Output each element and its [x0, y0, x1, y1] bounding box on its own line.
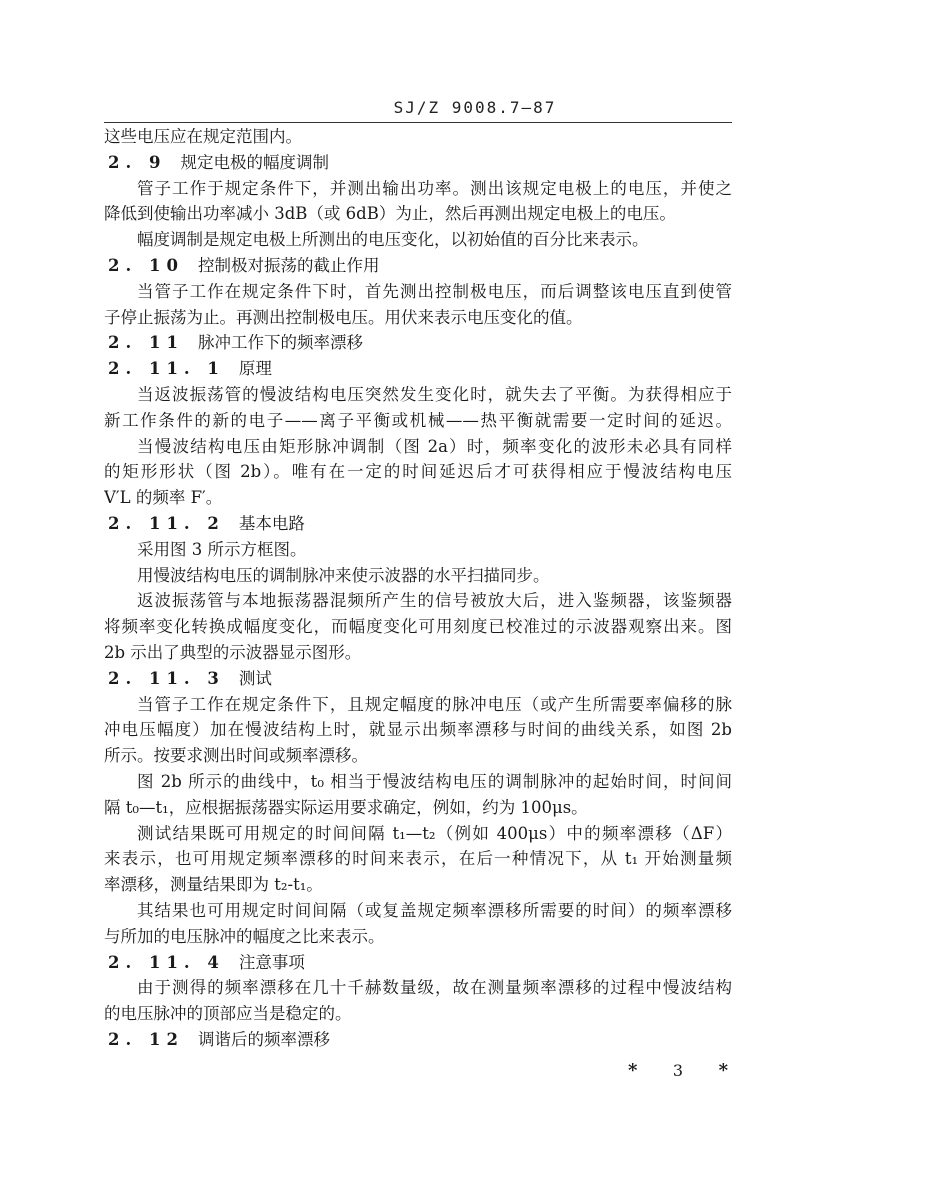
paragraph-line: 采用图 3 所示方框图。 — [137, 539, 307, 559]
footer-star-left: * — [628, 1060, 638, 1081]
paragraph-line: 隔 t₀—t₁，应根据振荡器实际运用要求确定，例如，约为 100μs。 — [104, 797, 588, 817]
paragraph-line: 当返波振荡管的慢波结构电压突然发生变化时，就失去了平衡。为获得相应于 — [137, 384, 732, 404]
section-heading — [104, 1027, 732, 1053]
section-title: 基本电路 — [238, 513, 305, 533]
paragraph-line: 测试结果既可用规定的时间间隔 t₁—t₂（例如 400μs）中的频率漂移（ΔF） — [137, 823, 732, 843]
page-number: 3 — [672, 1061, 684, 1080]
paragraph-line: 由于测得的频率漂移在几十千赫数量级，故在测量频率漂移的过程中慢波结构 — [137, 978, 732, 998]
section-number: 2. 9 — [108, 152, 167, 172]
paragraph-line: 将频率变化转换成幅度变化，而幅度变化可用刻度已校准过的示波器观察出来。图 — [104, 617, 732, 637]
paragraph-line: 冲电压幅度）加在慢波结构上时，就显示出频率漂移与时间的曲线关系，如图 2b — [104, 720, 732, 740]
footer-star-right: * — [718, 1060, 728, 1081]
section-heading — [104, 356, 732, 382]
section-number: 2. 10 — [108, 255, 184, 275]
paragraph-line: 来表示，也可用规定频率漂移的时间来表示，在后一种情况下，从 t₁ 开始测量频 — [104, 849, 732, 869]
paragraph-line: 当管子工作在规定条件下时，首先测出控制极电压，而后调整该电压直到使管 — [137, 281, 732, 301]
paragraph-line: 的电压脉冲的顶部应当是稳定的。 — [104, 1004, 352, 1024]
section-heading — [104, 666, 732, 692]
paragraph-line: 当管子工作在规定条件下，且规定幅度的脉冲电压（或产生所需要率偏移的脉 — [137, 694, 732, 714]
page-header-code: SJ/Z 9008.7—87 — [393, 98, 557, 117]
section-heading — [104, 253, 732, 279]
paragraph-line: 所示。按要求测出时间或频率漂移。 — [104, 746, 368, 766]
section-number: 2. 12 — [108, 1029, 184, 1049]
paragraph-line: 的矩形形状（图 2b）。唯有在一定的时间延迟后才可获得相应于慢波结构电压 — [104, 462, 732, 482]
paragraph-line: V′L 的频率 F′。 — [104, 488, 223, 508]
section-title: 脉冲工作下的频率漂移 — [197, 333, 363, 353]
section-number: 2. 11. 3 — [108, 668, 225, 688]
paragraph-line: 率漂移，测量结果即为 t₂-t₁。 — [104, 875, 323, 895]
paragraph-line: 其结果也可用规定时间间隔（或复盖规定频率漂移所需要的时间）的频率漂移 — [137, 900, 732, 920]
section-heading — [104, 150, 732, 176]
section-title: 控制极对振荡的截止作用 — [197, 255, 380, 275]
paragraph-line: 这些电压应在规定范围内。 — [104, 127, 302, 146]
section-title: 注意事项 — [238, 952, 305, 972]
paragraph-line: 与所加的电压脉冲的幅度之比来表示。 — [104, 926, 385, 946]
section-number: 2. 11. 2 — [108, 513, 225, 533]
paragraph-line: 图 2b 所示的曲线中，t₀ 相当于慢波结构电压的调制脉冲的起始时间，时间间 — [137, 771, 732, 791]
paragraph-line: 新工作条件的新的电子——离子平衡或机械——热平衡就需要一定时间的延迟。 — [104, 410, 732, 430]
paragraph-line: 当慢波结构电压由矩形脉冲调制（图 2a）时，频率变化的波形未必具有同样 — [137, 436, 732, 456]
paragraph-line: 用慢波结构电压的调制脉冲来使示波器的水平扫描同步。 — [137, 565, 550, 585]
section-title: 调谐后的频率漂移 — [197, 1029, 330, 1049]
section-title: 测试 — [238, 668, 272, 688]
paragraph-line: 管子工作于规定条件下，并测出输出功率。测出该规定电极上的电压，并使之 — [137, 178, 732, 198]
header-rule — [104, 122, 732, 123]
paragraph-line: 子停止振荡为止。再测出控制极电压。用伏来表示电压变化的值。 — [104, 307, 583, 327]
paragraph-line: 幅度调制是规定电极上所测出的电压变化，以初始值的百分比来表示。 — [137, 230, 649, 250]
section-number: 2. 11 — [108, 333, 184, 353]
paragraph-line: 2b 示出了典型的示波器显示图形。 — [104, 642, 362, 662]
section-number: 2. 11. 1 — [108, 359, 225, 379]
section-heading — [104, 511, 732, 537]
page-footer — [628, 1060, 728, 1081]
section-number: 2. 11. 4 — [108, 952, 225, 972]
section-title: 规定电极的幅度调制 — [180, 152, 329, 172]
section-heading — [104, 330, 732, 356]
paragraph-line: 返波振荡管与本地振荡器混频所产生的信号被放大后，进入鉴频器，该鉴频器 — [137, 591, 732, 611]
paragraph-line: 降低到使输出功率减小 3dB（或 6dB）为止，然后再测出规定电极上的电压。 — [104, 204, 676, 224]
section-title: 原理 — [238, 359, 272, 379]
body-text — [104, 124, 732, 1053]
section-heading — [104, 950, 732, 976]
